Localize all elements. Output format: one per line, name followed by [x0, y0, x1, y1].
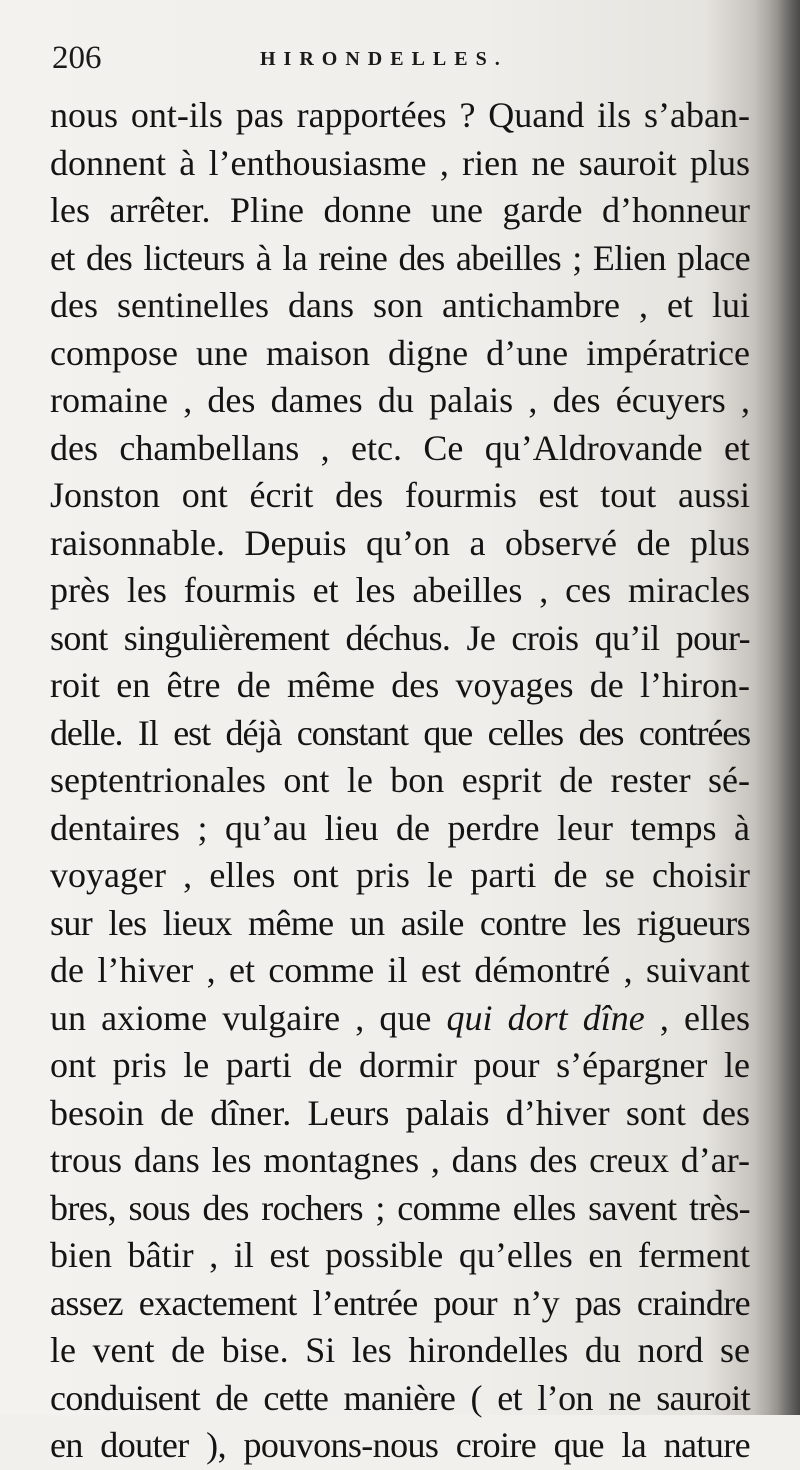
- text-line: compose une maison digne d’une impératrice: [50, 332, 750, 373]
- text-line: de l’hiver , et comme il est démontré , suivant: [50, 950, 750, 990]
- text-line: ont pris le parti de dormir pour s’épargner le: [50, 1045, 750, 1085]
- text-line: assez exactement l’entrée pour n’y pas craindre: [50, 1282, 750, 1323]
- text-line: en douter ), pouvons-nous croire que la nature: [50, 1425, 750, 1465]
- text-segment: , elles: [644, 997, 750, 1038]
- text-line: raisonnable. Depuis qu’on a observé de plus: [50, 522, 750, 563]
- text-segment: un axiome vulgaire , que: [50, 997, 447, 1038]
- page-gutter-shadow: [754, 0, 800, 1415]
- text-line: besoin de dîner. Leurs palais d’hiver sont des: [50, 1092, 750, 1133]
- body-text: [50, 92, 760, 1470]
- text-line: roit en être de même des voyages de l’hiron-: [50, 665, 750, 705]
- page-number: 206: [52, 40, 102, 76]
- text-line: trous dans les montagnes , dans des creux d’ar-: [50, 1140, 750, 1180]
- text-line: des chambellans , etc. Ce qu’Aldrovande et: [50, 427, 750, 468]
- italic-phrase: qui dort dîne: [446, 997, 645, 1038]
- text-line: sur les lieux même un asile contre les rigueurs: [50, 902, 750, 943]
- text-line: bien bâtir , il est possible qu’elles en ferment: [50, 1235, 750, 1275]
- text-line: près les fourmis et les abeilles , ces miracles: [50, 570, 750, 610]
- text-line: les arrêter. Pline donne une garde d’honneur: [50, 190, 750, 230]
- text-line: sont singulièrement déchus. Je crois qu’il pour-: [50, 617, 750, 658]
- text-line: dentaires ; qu’au lieu de perdre leur temps à: [50, 807, 750, 848]
- text-line: bres, sous des rochers ; comme elles savent très-: [50, 1187, 750, 1228]
- page-header: [50, 40, 750, 84]
- text-line: le vent de bise. Si les hirondelles du nord se: [50, 1330, 750, 1370]
- text-line: voyager , elles ont pris le parti de se choisir: [50, 855, 750, 895]
- text-line: delle. Il est déjà constant que celles des contrées: [50, 712, 750, 753]
- text-line: septentrionales ont le bon esprit de rester sé-: [50, 760, 750, 800]
- text-line-with-italic: [50, 995, 750, 1043]
- text-line: Jonston ont écrit des fourmis est tout aussi: [50, 475, 750, 515]
- text-line: et des licteurs à la reine des abeilles ; Elien place: [50, 237, 750, 278]
- text-line: donnent à l’enthousiasme , rien ne sauroit plus: [50, 142, 750, 183]
- text-line: des sentinelles dans son antichambre , et lui: [50, 285, 750, 325]
- running-head: HIRONDELLES.: [260, 48, 508, 70]
- text-line: nous ont-ils pas rapportées ? Quand ils s’aban-: [50, 95, 750, 135]
- text-line: romaine , des dames du palais , des écuyers ,: [50, 380, 750, 420]
- text-line: conduisent de cette manière ( et l’on ne sauroit: [50, 1377, 750, 1418]
